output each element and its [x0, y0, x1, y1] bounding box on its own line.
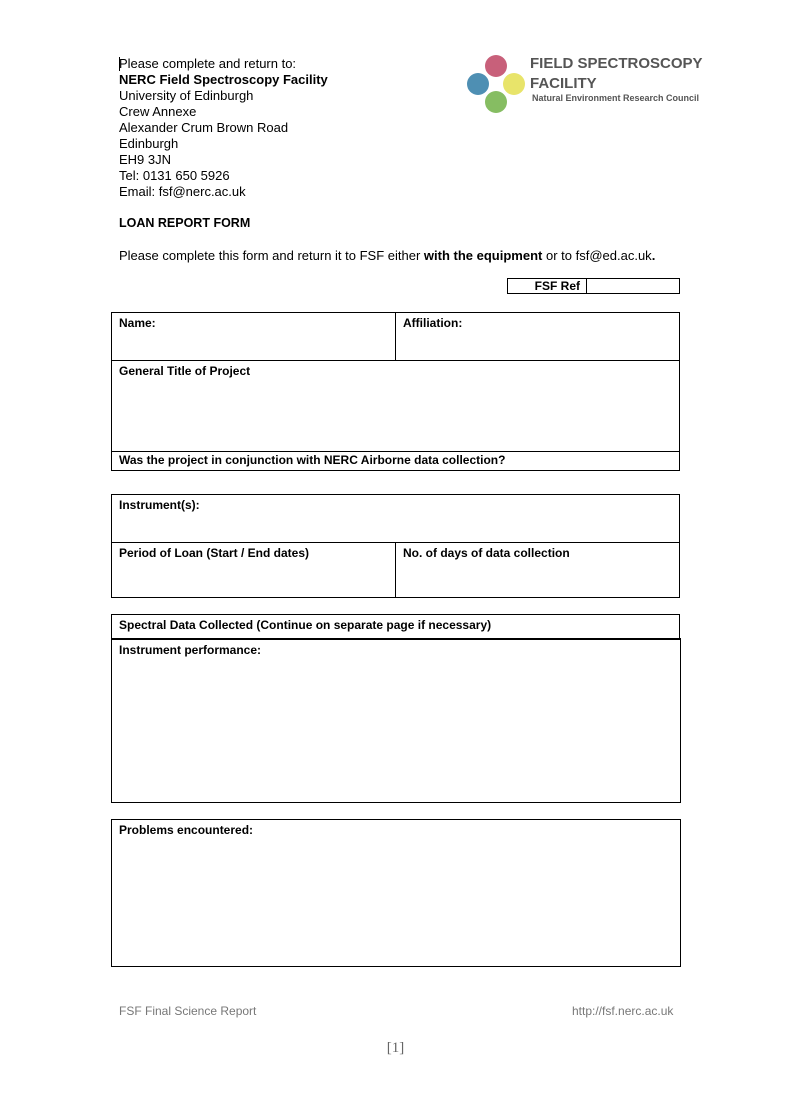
instrument-table: [111, 494, 680, 598]
instructions-prefix: Please complete this form and return it to FSF either: [119, 248, 424, 263]
logo-title: FIELD SPECTROSCOPY: [530, 55, 703, 72]
instrument-performance-field[interactable]: Instrument performance:: [111, 638, 681, 803]
phone-line: Tel: 0131 650 5926: [119, 168, 230, 183]
form-title: LOAN REPORT FORM: [119, 216, 251, 230]
address-line: EH9 3JN: [119, 152, 172, 167]
spectral-data-field[interactable]: Spectral Data Collected (Continue on separate page if necessary): [111, 614, 680, 639]
instruments-field[interactable]: Instrument(s):: [112, 495, 680, 543]
airborne-question-field[interactable]: Was the project in conjunction with NERC Airborne data collection?: [112, 452, 680, 471]
address-intro: Please complete and return to:: [119, 56, 297, 71]
facility-name: NERC Field Spectroscopy Facility: [119, 72, 328, 87]
instructions-middle: or to fsf@ed.ac.uk: [542, 248, 652, 263]
address-line: Crew Annexe: [119, 104, 197, 119]
footer-url: http://fsf.nerc.ac.uk: [572, 1004, 674, 1018]
problems-field[interactable]: Problems encountered:: [111, 819, 681, 967]
fsf-logo: [465, 52, 705, 118]
fsf-ref-field[interactable]: [587, 279, 679, 293]
address-line: Alexander Crum Brown Road: [119, 120, 289, 135]
logo-circle-pink: [485, 55, 507, 77]
instructions: [119, 248, 655, 263]
logo-council: Natural Environment Research Council: [532, 93, 700, 103]
name-field[interactable]: Name:: [112, 313, 396, 361]
fsf-ref-box: [507, 278, 680, 294]
loan-period-field[interactable]: Period of Loan (Start / End dates): [112, 543, 396, 598]
days-collection-field[interactable]: No. of days of data collection: [396, 543, 680, 598]
page-number: [1]: [386, 1040, 405, 1056]
footer-report-name: FSF Final Science Report: [119, 1004, 257, 1018]
logo-circle-green: [485, 91, 507, 113]
project-title-field[interactable]: General Title of Project: [112, 361, 680, 452]
logo-subtitle: FACILITY: [530, 75, 597, 92]
fsf-ref-label: FSF Ref: [508, 279, 587, 293]
return-address: [119, 56, 328, 200]
address-line: Edinburgh: [119, 136, 179, 151]
address-line: University of Edinburgh: [119, 88, 254, 103]
instructions-end: .: [651, 248, 656, 263]
logo-circle-yellow: [503, 73, 525, 95]
instructions-bold: with the equipment: [423, 248, 543, 263]
logo-circle-blue: [467, 73, 489, 95]
affiliation-field[interactable]: Affiliation:: [396, 313, 680, 361]
logo-circles-icon: [465, 52, 527, 118]
project-details-table: [111, 312, 680, 471]
email-line: Email: fsf@nerc.ac.uk: [119, 184, 246, 199]
